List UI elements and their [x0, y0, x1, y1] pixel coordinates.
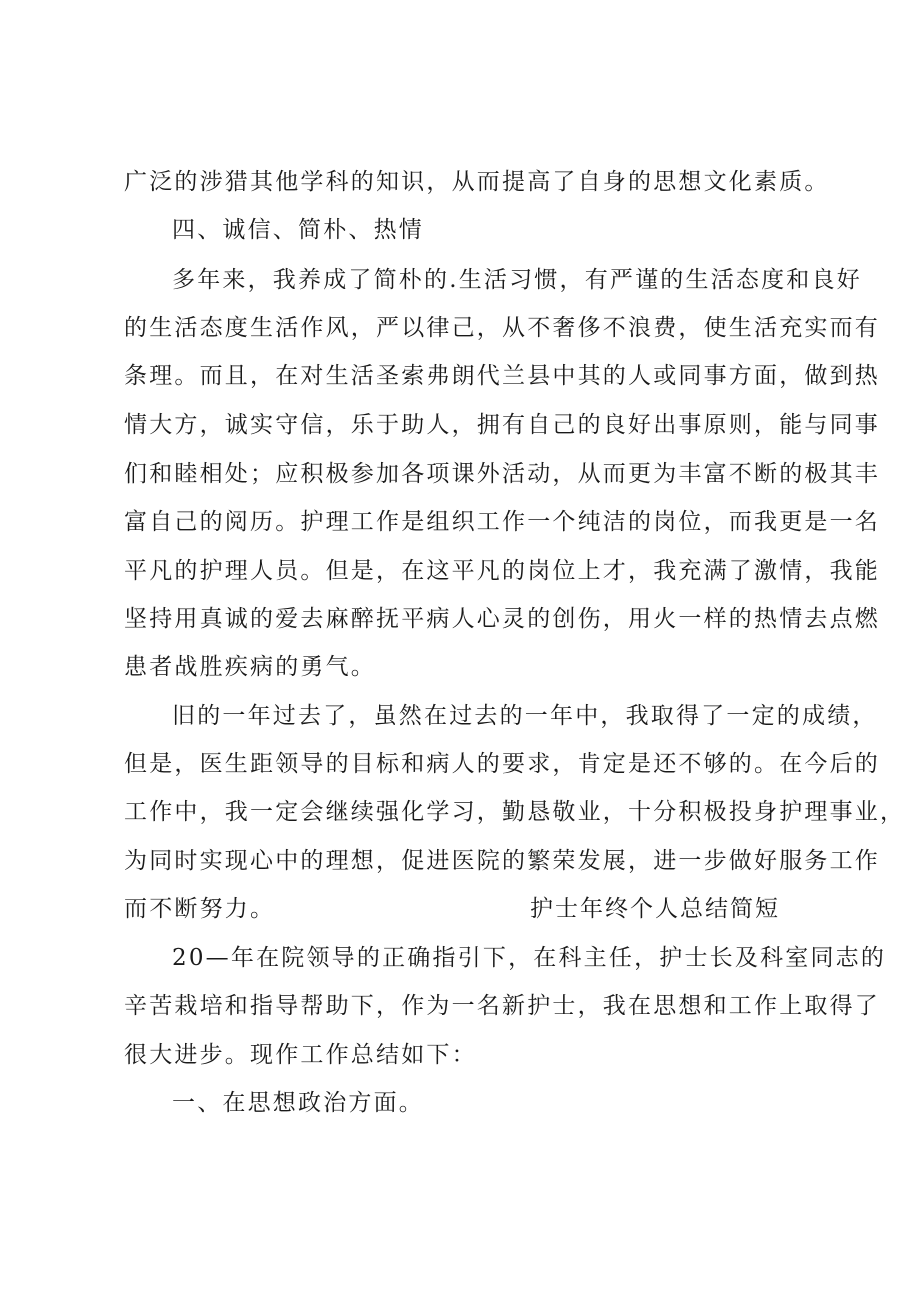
paragraph-line: 但是，医生距领导的目标和病人的要求，肯定是还不够的。在今后的 [124, 751, 880, 777]
section-heading: 一、在思想政治方面。 [172, 1090, 424, 1116]
section-heading: 四、诚信、简朴、热情 [172, 217, 424, 243]
paragraph-line: 工作中，我一定会继续强化学习，勤恳敬业，十分积极投身护理事业， [124, 799, 906, 825]
paragraph-line: 的生活态度生活作风，严以律己，从不奢侈不浪费，使生活充实而有 [124, 315, 880, 341]
paragraph-line: 20—年在院领导的正确指引下，在科主任，护士长及科室同志的 [172, 945, 887, 971]
paragraph-line: 很大进步。现作工作总结如下： [124, 1042, 477, 1068]
paragraph-line: 平凡的护理人员。但是，在这平凡的岗位上才，我充满了激情，我能 [124, 558, 880, 584]
paragraph-line: 辛苦栽培和指导帮助下，作为一名新护士，我在思想和工作上取得了 [124, 993, 880, 1019]
paragraph-line: 们和睦相处；应积极参加各项课外活动，从而更为丰富不断的极其丰 [124, 461, 880, 487]
paragraph-line: 广泛的涉猎其他学科的知识，从而提高了自身的思想文化素质。 [124, 169, 830, 195]
paragraph-line: 而不断努力。 [124, 896, 276, 922]
paragraph-line: 患者战胜疾病的勇气。 [124, 654, 376, 680]
paragraph-line: 条理。而且，在对生活圣索弗朗代兰县中其的人或同事方面，做到热 [124, 363, 880, 389]
paragraph-line: 旧的一年过去了，虽然在过去的一年中，我取得了一定的成绩， [172, 703, 878, 729]
paragraph-line: 富自己的阅历。护理工作是组织工作一个纯洁的岗位，而我更是一名 [124, 509, 880, 535]
paragraph-line: 坚持用真诚的爱去麻醉抚平病人心灵的创伤，用火一样的热情去点燃 [124, 606, 880, 632]
paragraph-line: 为同时实现心中的理想，促进医院的繁荣发展，进一步做好服务工作 [124, 848, 880, 874]
paragraph-line: 情大方，诚实守信，乐于助人，拥有自己的良好出事原则，能与同事 [124, 412, 880, 438]
document-title: 护士年终个人总结简短 [530, 896, 780, 922]
paragraph-line: 多年来，我养成了简朴的.生活习惯，有严谨的生活态度和良好 [172, 267, 862, 293]
